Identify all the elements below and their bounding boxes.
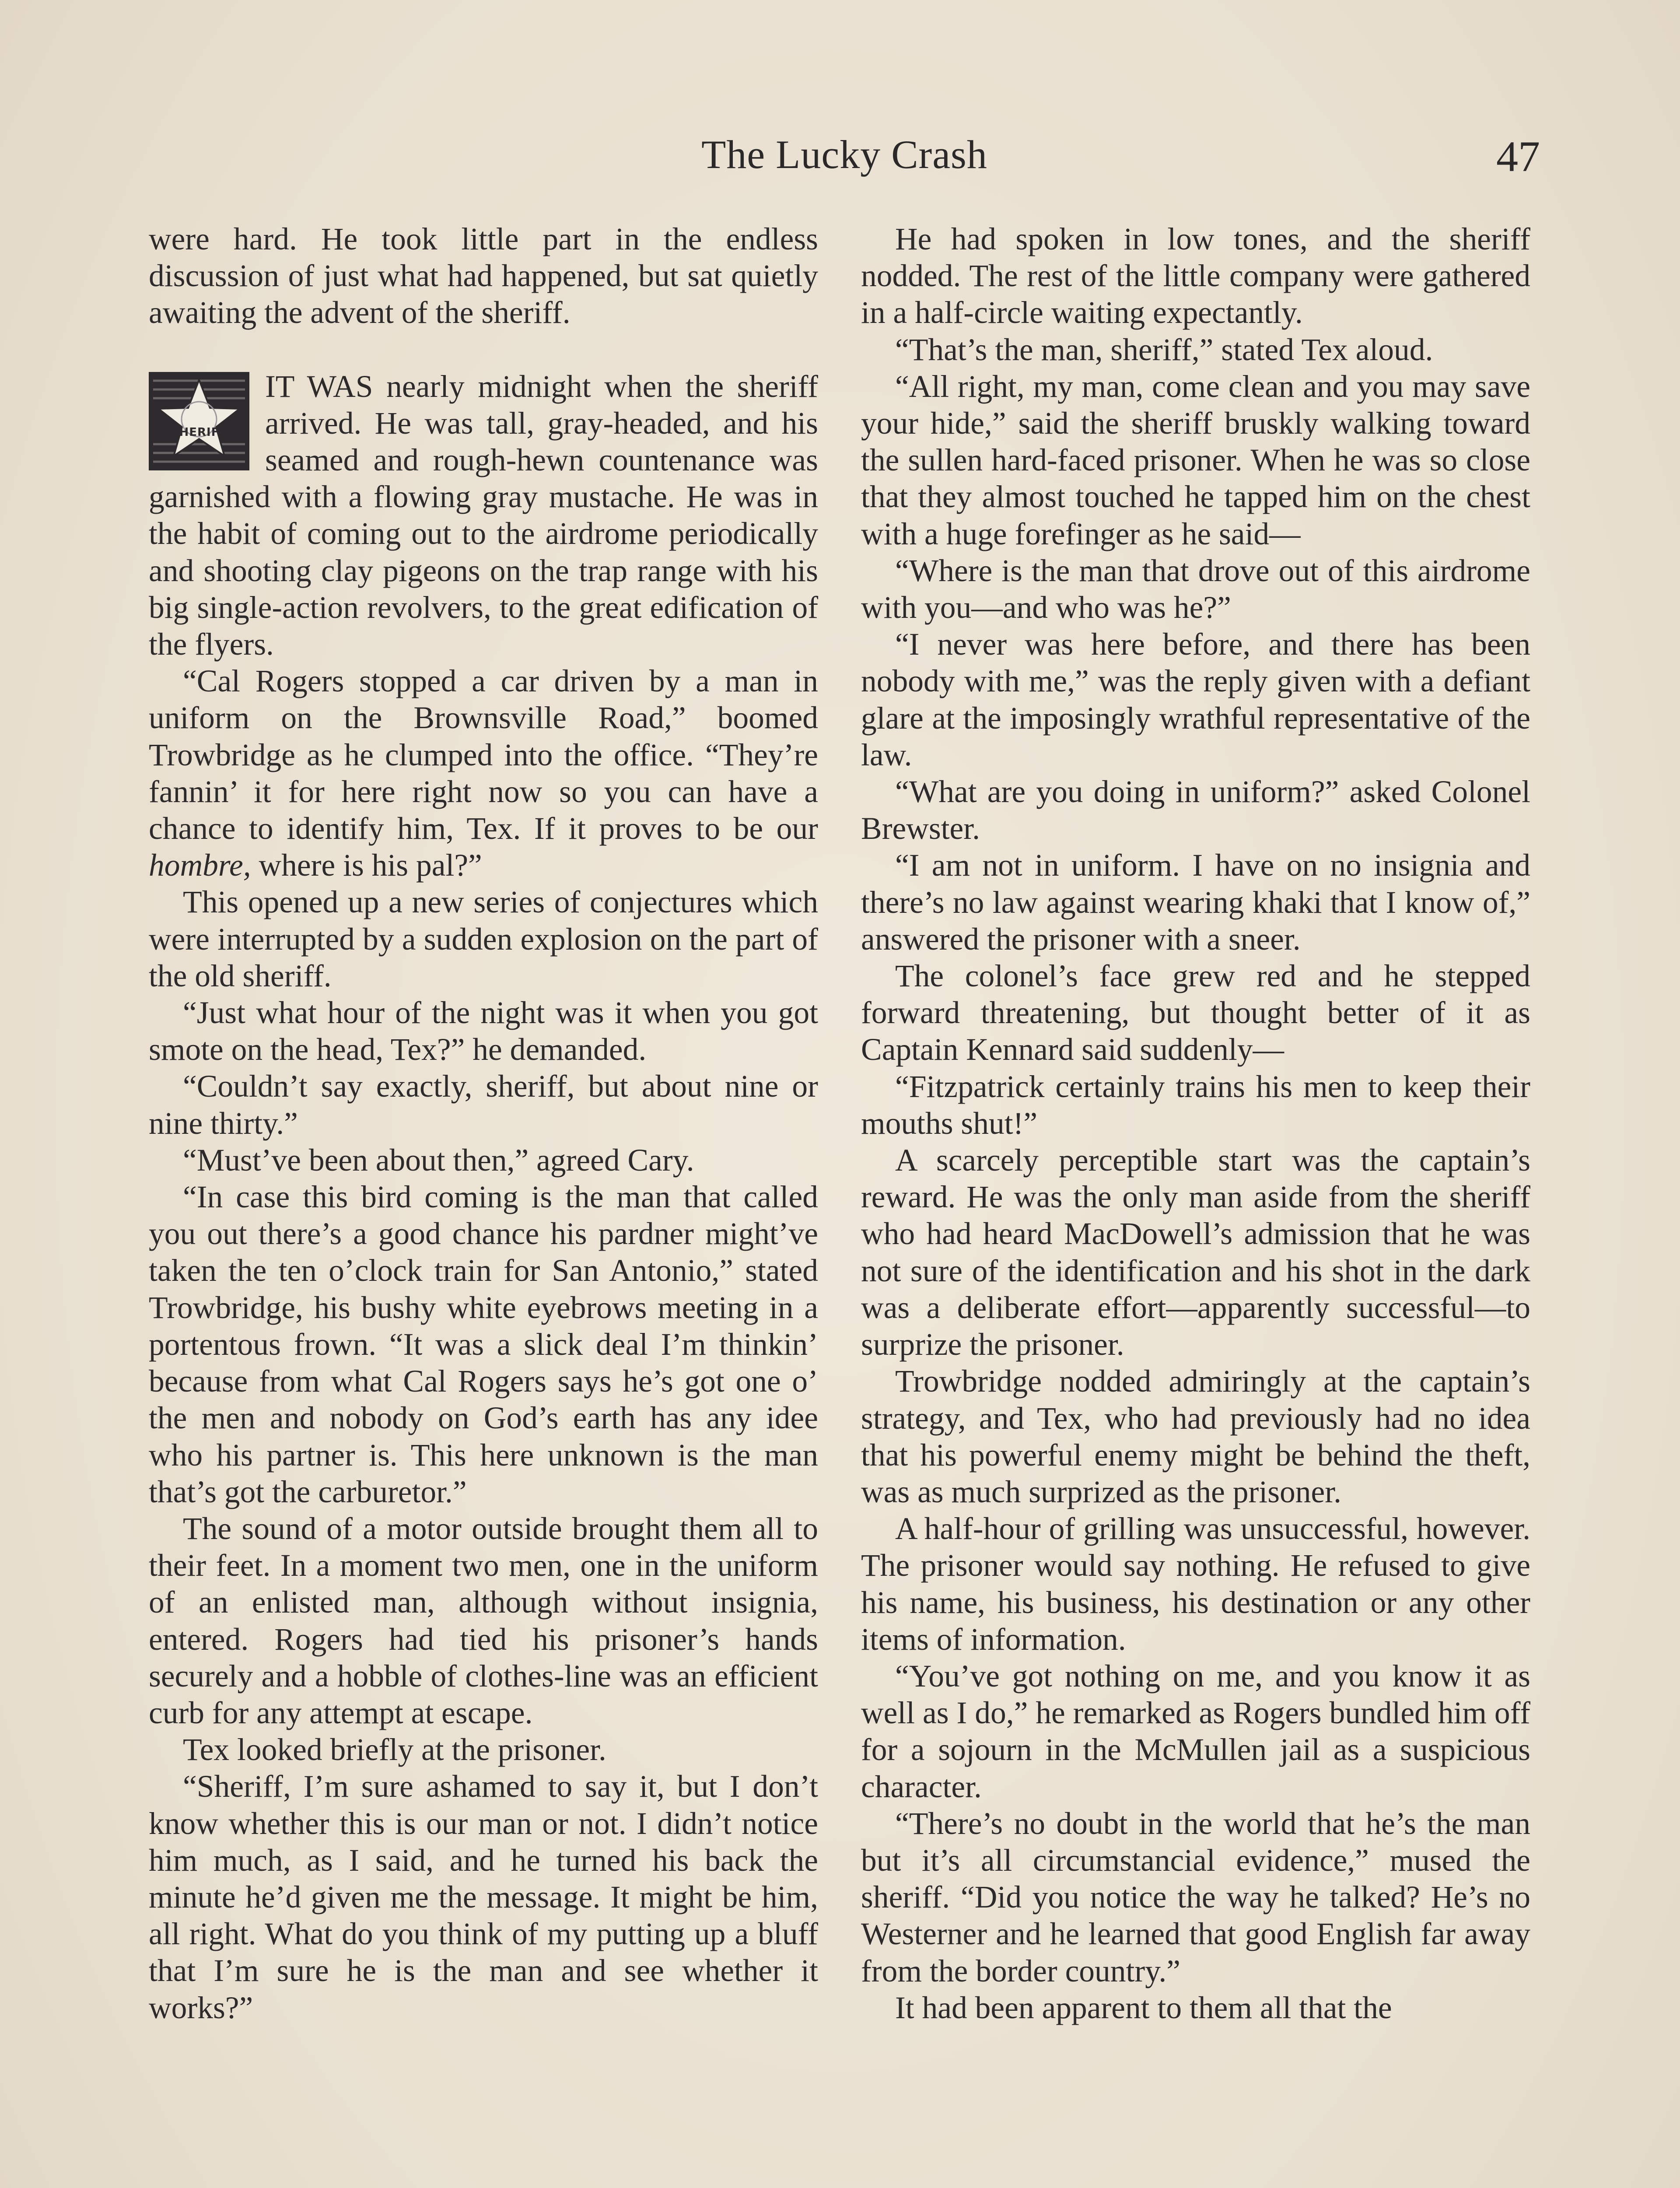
paragraph-text: where is his pal?” xyxy=(251,848,482,883)
paragraph: “Fitzpatrick certainly trains his men to keep their mouths shut!” xyxy=(861,1069,1530,1141)
paragraph: “I am not in uniform. I have on no insignia and there’s no law against wearing khaki that I know of,” answered the prisoner with a sneer. xyxy=(861,848,1530,957)
paragraph: He had spoken in low tones, and the sheriff nodded. The rest of the little company were gathered in a half-circle waiting expectantly. xyxy=(861,222,1530,330)
paragraph: It had been apparent to them all that the xyxy=(895,1990,1392,2025)
paragraph: A scarcely perceptible start was the captain’s reward. He was the only man aside from the sheriff who had heard MacDowell’s admission that he was not sure of the identification and his shot in the dark was a deliberate effort—apparently successful—to surprize the prisoner. xyxy=(861,1143,1530,1362)
paragraph: “In case this bird coming is the man that called you out there’s a good chance his pardner might’ve taken the ten o’clock train for San Antonio,” stated Trowbridge, his bushy white eyebrows meeting in a portentous frown. “It was a slick deal I’m thinkin’ because from what Cal Rogers says he’s got one o’ the men and nobody on God’s earth has any idee who his partner is. This here unknown is the man that’s got the carburetor.” xyxy=(149,1180,818,1509)
paragraph: “Couldn’t say exactly, sheriff, but about nine or nine thirty.” xyxy=(149,1069,818,1141)
paragraph: Tex looked briefly at the prisoner. xyxy=(183,1732,606,1767)
sheriff-star-badge-icon xyxy=(149,372,249,470)
paragraph: “All right, my man, come clean and you may save your hide,” said the sheriff bruskly walking toward the sullen hard-faced prisoner. When he was so close that they almost touched he tapped him on the chest with a huge forefinger as he said— xyxy=(861,369,1530,551)
paragraph: “There’s no doubt in the world that he’s the man but it’s all circumstancial evidence,” mused the sheriff. “Did you notice the way he talked? He’s no Westerner and he learned that good English far away from the border country.” xyxy=(861,1806,1530,1988)
right-column xyxy=(861,221,1530,2027)
paragraph-with-dropcap xyxy=(149,368,818,663)
paragraph: “What are you doing in uniform?” asked Colonel Brewster. xyxy=(861,775,1530,846)
paragraph-text: “Cal Rogers stopped a car driven by a man in uniform on the Brownsville Road,” boomed Trowbridge as he clumped into the office. “They’re fannin’ it for here right now so you can have a chance to identify him, Tex. If it proves to be our xyxy=(149,664,818,846)
paragraph: “Just what hour of the night was it when you got smote on the head, Tex?” he demanded. xyxy=(149,996,818,1067)
paragraph: Trowbridge nodded admiringly at the captain’s strategy, and Tex, who had previously had no idea that his powerful enemy might be behind the theft, was as much surprized as the prisoner. xyxy=(861,1364,1530,1509)
paragraph: The sound of a motor outside brought them all to their feet. In a moment two men, one in the uniform of an enlisted man, although without insignia, entered. Rogers had tied his prisoner’s hands securely and a hobble of clothes-line was an efficient curb for any attempt at escape. xyxy=(149,1511,818,1730)
paragraph: “Must’ve been about then,” agreed Cary. xyxy=(183,1143,694,1178)
page-header xyxy=(149,131,1540,193)
paragraph: A half-hour of grilling was unsuccessful, however. The prisoner would say nothing. He refused to give his name, his business, his destination or any other items of information. xyxy=(861,1511,1530,1657)
page-number: 47 xyxy=(1496,132,1540,181)
left-column xyxy=(149,221,818,2027)
paragraph: “I never was here before, and there has been nobody with me,” was the reply given with a defiant glare at the imposingly wrathful representative of the law. xyxy=(861,627,1530,772)
emphasized-word: hombre, xyxy=(149,848,251,883)
paragraph: “That’s the man, sheriff,” stated Tex aloud. xyxy=(895,332,1433,367)
dropcap-label: SHERIFF xyxy=(170,425,228,439)
running-title: The Lucky Crash xyxy=(701,132,987,177)
paragraph: This opened up a new series of conjectures which were interrupted by a sudden explosion on the part of the old sheriff. xyxy=(149,885,818,993)
paragraph: The colonel’s face grew red and he stepped forward threatening, but thought better of it as Captain Kennard said suddenly— xyxy=(861,959,1530,1067)
paragraph-text: IT WAS nearly midnight when the sheriff arrived. He was tall, gray-headed, and his seamed and rough-hewn countenance was garnished with a flowing gray mustache. He was in the habit of coming out to the airdrome periodically and shooting clay pigeons on the trap range with his big single-action revolvers, to the great edification of the flyers. xyxy=(149,369,818,662)
paragraph: “You’ve got nothing on me, and you know it as well as I do,” he remarked as Rogers bundled him off for a sojourn in the McMullen jail as a suspicious character. xyxy=(861,1659,1530,1804)
paragraph: “Where is the man that drove out of this airdrome with you—and who was he?” xyxy=(861,553,1530,625)
paragraph: were hard. He took little part in the endless discussion of just what had happened, but sat quietly awaiting the advent of the sheriff. xyxy=(149,222,818,330)
paragraph: “Sheriff, I’m sure ashamed to say it, but I don’t know whether this is our man or not. I didn’t notice him much, as I said, and he turned his back the minute he’d given me the message. It might be him, all right. What do you think of my putting up a bluff that I’m sure he is the man and see whether it works?” xyxy=(149,1769,818,2025)
paragraph xyxy=(149,663,818,884)
